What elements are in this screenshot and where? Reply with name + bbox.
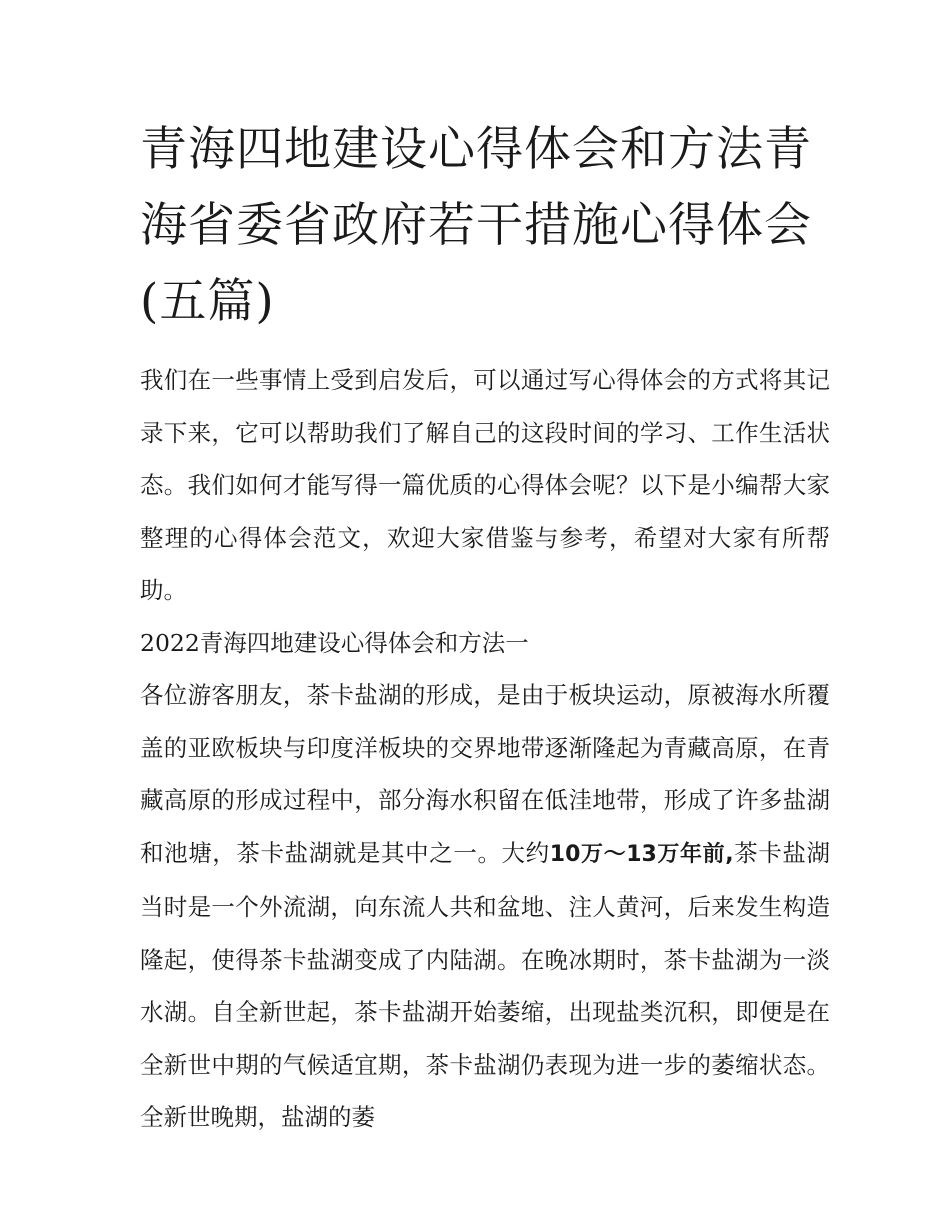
- body-text-part-1: 各位游客朋友，茶卡盐湖的形成，是由于板块运动，原被海水所覆盖的亚欧板块与印度洋板块的交界地带逐渐隆起为青藏高原，在青藏高原的形成过程中，部分海水积留在低洼地带，形成了许多盐湖和池塘，茶卡盐湖就是其中之一。大约: [140, 681, 830, 867]
- body-text-part-2: 茶卡盐湖当时是一个外流湖，向东流人共和盆地、注人黄河，后来发生构造隆起，使得茶卡盐湖变成了内陆湖。在晚冰期时，茶卡盐湖为一淡水湖。自全新世起，茶卡盐湖开始萎缩，出现盐类沉积，即便是在全新世中期的气候适宜期，茶卡盐湖仍表现为进一步的萎缩状态。全新世晚期，盐湖的萎: [140, 838, 831, 1131]
- section-heading: 2022青海四地建设心得体会和方法一: [140, 628, 529, 657]
- section-body-paragraph: [140, 669, 830, 1144]
- emphasized-date-range: 10万～13万年前,: [549, 841, 734, 867]
- intro-paragraph: 我们在一些事情上受到启发后，可以通过写心得体会的方式将其记录下来，它可以帮助我们了解自己的这段时间的学习、工作生活状态。我们如何才能写得一篇优质的心得体会呢？以下是小编帮大家整理的心得体会范文，欢迎大家借鉴与参考，希望对大家有所帮助。: [140, 366, 830, 604]
- document-title: 青海四地建设心得体会和方法青海省委省政府若干措施心得体会(五篇): [140, 122, 812, 329]
- document-page: [140, 112, 830, 1144]
